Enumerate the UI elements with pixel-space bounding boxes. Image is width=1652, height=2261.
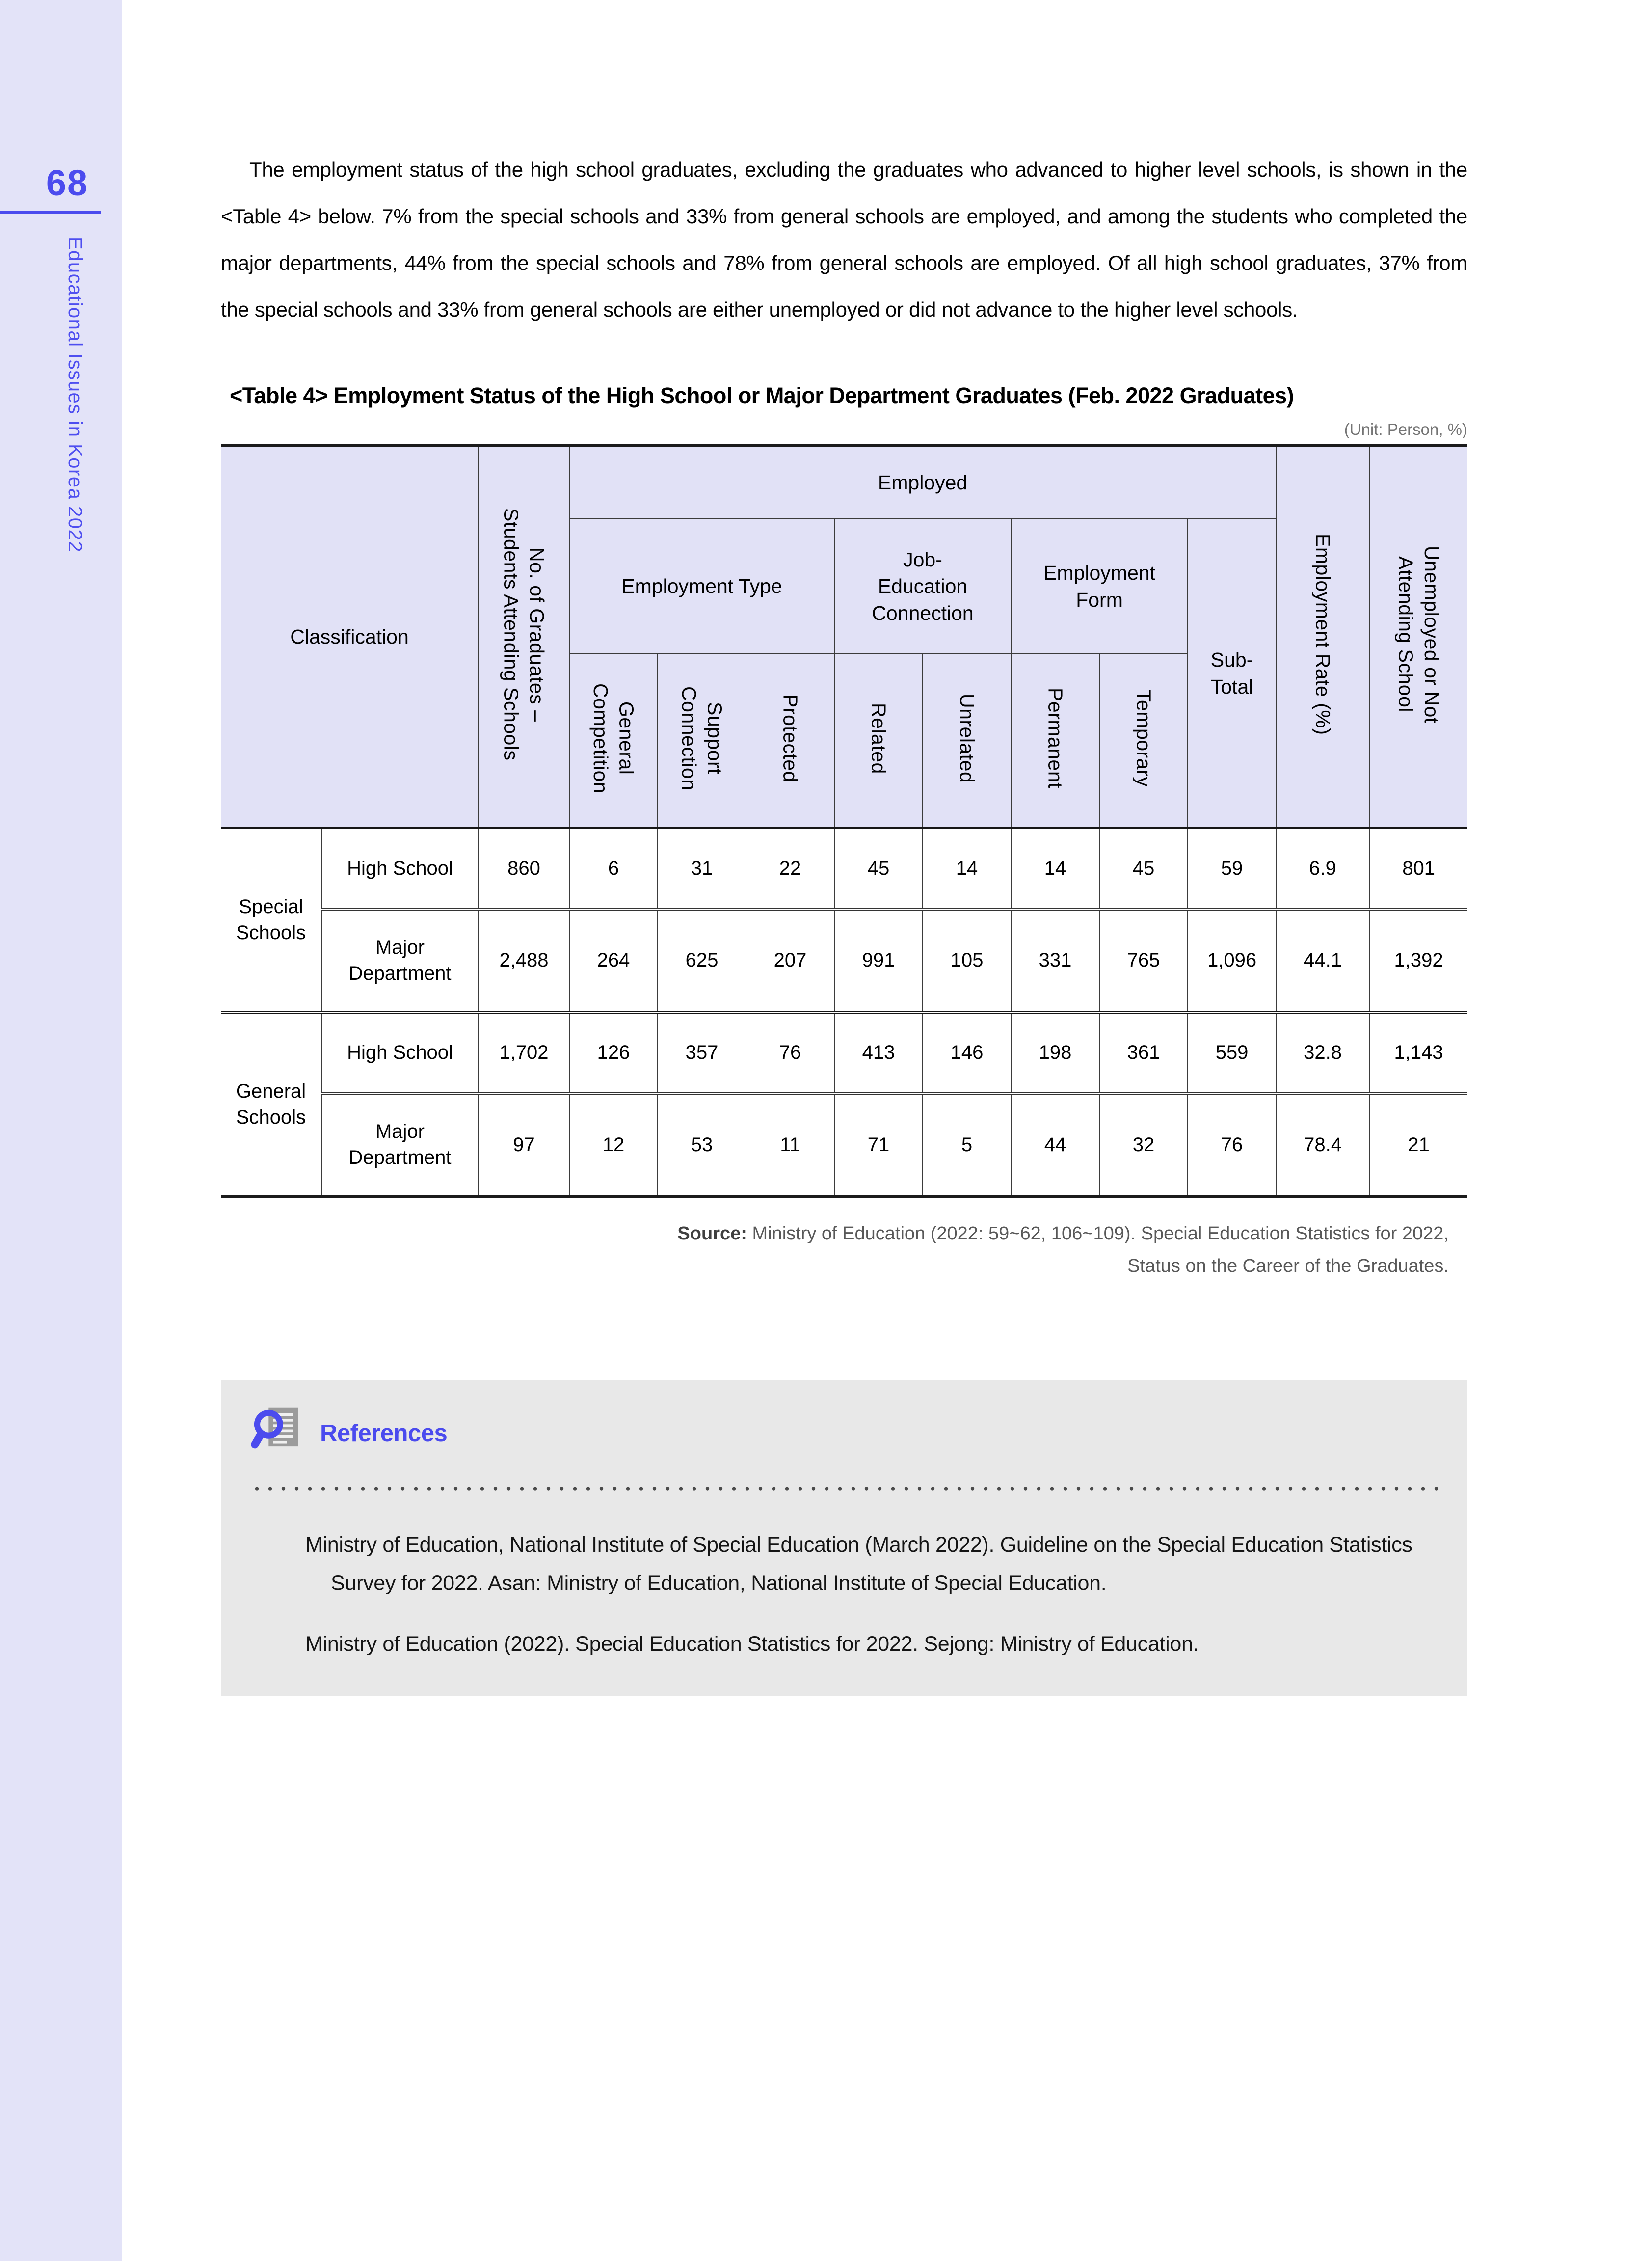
col-header-classification: Classification — [221, 445, 479, 828]
table-cell: 14 — [923, 828, 1011, 909]
table-cell: 53 — [658, 1093, 746, 1196]
references-box — [221, 1380, 1467, 1696]
table-cell: 6 — [569, 828, 658, 909]
table-cell: 59 — [1188, 828, 1276, 909]
main-content — [122, 0, 1652, 1696]
table-cell: 357 — [658, 1012, 746, 1093]
table-cell: 126 — [569, 1012, 658, 1093]
row-label: High School — [321, 1012, 479, 1093]
table-cell: 2,488 — [479, 909, 569, 1012]
table-cell: 413 — [834, 1012, 923, 1093]
table-cell: 71 — [834, 1093, 923, 1196]
table-cell: 31 — [658, 828, 746, 909]
table-cell: 11 — [746, 1093, 834, 1196]
sidebar — [0, 0, 122, 2261]
references-header — [250, 1406, 1438, 1461]
table-cell: 1,096 — [1188, 909, 1276, 1012]
table-cell: 198 — [1011, 1012, 1099, 1093]
col-header-unrelated: Unrelated — [923, 654, 1011, 828]
sidebar-divider-rule — [0, 211, 101, 214]
table-cell: 105 — [923, 909, 1011, 1012]
table-cell: 5 — [923, 1093, 1011, 1196]
table-cell: 76 — [1188, 1093, 1276, 1196]
reference-item: Ministry of Education (2022). Special Education Statistics for 2022. Sejong: Ministry of Education. — [305, 1632, 1199, 1656]
source-text: Ministry of Education (2022: 59~62, 106~109). Special Education Statistics for 2022, — [746, 1223, 1449, 1244]
table-cell: 331 — [1011, 909, 1099, 1012]
row-label: Major Department — [321, 1093, 479, 1196]
col-header-employment-rate: Employment Rate (%) — [1276, 445, 1369, 828]
row-group-special-schools: Special Schools — [221, 828, 321, 1012]
table-cell: 6.9 — [1276, 828, 1369, 909]
col-header-no-of-graduates: No. of Graduates – Students Attending Schools — [479, 445, 569, 828]
references-title: References — [320, 1420, 448, 1447]
table-cell: 207 — [746, 909, 834, 1012]
table-cell: 44 — [1011, 1093, 1099, 1196]
source-line-2: Status on the Career of the Graduates. — [1127, 1255, 1449, 1276]
table-cell: 22 — [746, 828, 834, 909]
col-header-employment-form: Employment Form — [1011, 519, 1188, 654]
col-header-employed: Employed — [569, 445, 1276, 519]
table-cell: 12 — [569, 1093, 658, 1196]
table-cell: 146 — [923, 1012, 1011, 1093]
table-cell: 44.1 — [1276, 909, 1369, 1012]
table-cell: 78.4 — [1276, 1093, 1369, 1196]
dotted-divider — [250, 1486, 1438, 1491]
col-header-permanent: Permanent — [1011, 654, 1099, 828]
col-header-general-competition: General Competition — [569, 654, 658, 828]
table-cell: 361 — [1099, 1012, 1188, 1093]
table-cell: 45 — [834, 828, 923, 909]
col-header-protected: Protected — [746, 654, 834, 828]
table-cell: 765 — [1099, 909, 1188, 1012]
table-cell: 801 — [1369, 828, 1467, 909]
col-header-temporary: Temporary — [1099, 654, 1188, 828]
row-label: High School — [321, 828, 479, 909]
table-cell: 1,143 — [1369, 1012, 1467, 1093]
table-cell: 32.8 — [1276, 1012, 1369, 1093]
col-header-unemployed: Unemployed or Not Attending School — [1369, 445, 1467, 828]
table-cell: 45 — [1099, 828, 1188, 909]
unit-note: (Unit: Person, %) — [1344, 420, 1467, 438]
table-cell: 14 — [1011, 828, 1099, 909]
source-note — [221, 1217, 1467, 1282]
col-header-related: Related — [834, 654, 923, 828]
table-cell: 76 — [746, 1012, 834, 1093]
body-paragraph: The employment status of the high school graduates, excluding the graduates who advanced to higher level schools, is shown in the <Table 4> below. 7% from the special schools and 33% from general schools are employed, and among the students who completed the major departments, 44% from the special schools and 78% from general schools are employed. Of all high school graduates, 37% from the special schools and 33% from general schools are either unemployed or did not advance to the higher level schools. — [221, 158, 1467, 321]
col-header-job-education-connection: Job- Education Connection — [834, 519, 1011, 654]
table-cell: 1,392 — [1369, 909, 1467, 1012]
employment-status-table — [221, 444, 1467, 1198]
table-cell: 21 — [1369, 1093, 1467, 1196]
table-cell: 264 — [569, 909, 658, 1012]
col-header-employment-type: Employment Type — [569, 519, 834, 654]
row-group-general-schools: General Schools — [221, 1012, 321, 1196]
reference-item: Ministry of Education, National Institute of Special Education (March 2022). Guideline on the Special Education Statistics Survey for 2022. Asan: Ministry of Education, National Institute of Special Education. — [305, 1533, 1412, 1595]
source-line-1 — [221, 1217, 1449, 1250]
table-cell: 625 — [658, 909, 746, 1012]
col-header-sub-total: Sub- Total — [1188, 519, 1276, 828]
table-title: <Table 4> Employment Status of the High School or Major Department Graduates (Feb. 2022 Graduates) — [230, 383, 1294, 408]
table-cell: 559 — [1188, 1012, 1276, 1093]
source-label: Source: — [677, 1223, 747, 1244]
table-cell: 1,702 — [479, 1012, 569, 1093]
magnifier-document-icon — [250, 1406, 305, 1461]
table-cell: 991 — [834, 909, 923, 1012]
page-number: 68 — [46, 162, 89, 203]
references-list — [305, 1526, 1413, 1663]
col-header-support-connection: Support Connection — [658, 654, 746, 828]
book-title-vertical: Educational Issues in Korea 2022 — [64, 237, 86, 553]
row-label: Major Department — [321, 909, 479, 1012]
table-cell: 97 — [479, 1093, 569, 1196]
table-cell: 860 — [479, 828, 569, 909]
table-cell: 32 — [1099, 1093, 1188, 1196]
